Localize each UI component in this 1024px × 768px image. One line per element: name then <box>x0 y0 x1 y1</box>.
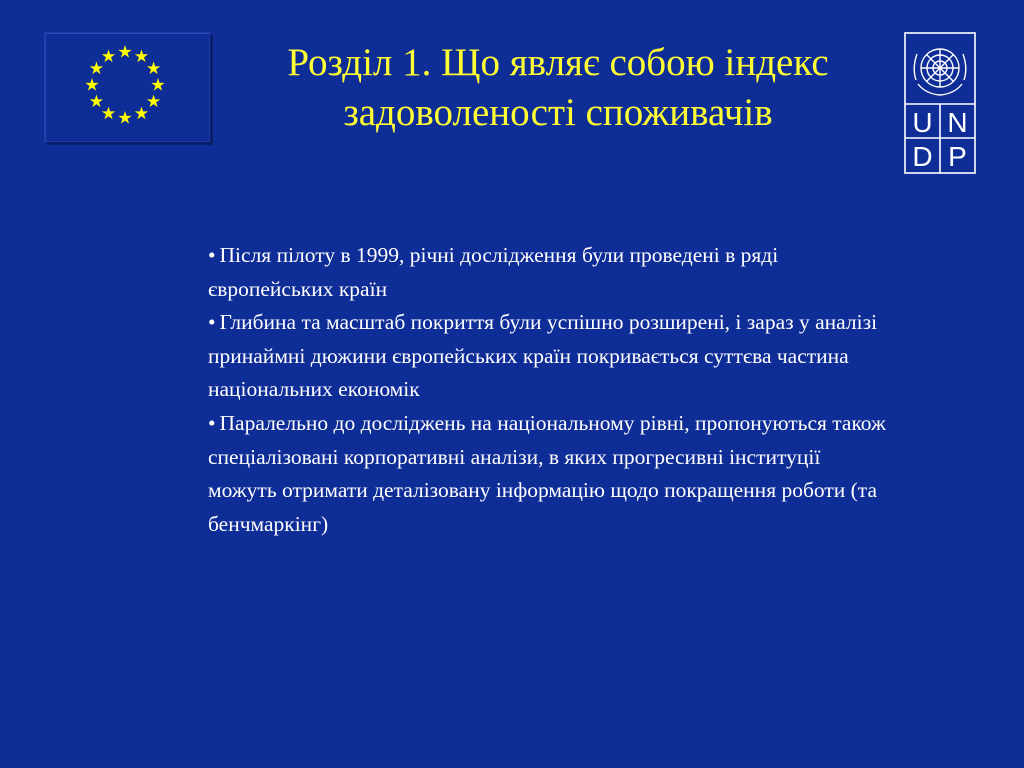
eu-star-icon <box>135 49 148 62</box>
list-item <box>208 407 888 541</box>
bullet-text: Паралельно до досліджень на національному рівні, пропонуються також спеціалізовані корпоративні аналізи, в яких прогресивні інституції можуть отримати деталізовану інформацію щодо покращення роботи (та бенчмаркінг) <box>208 410 886 536</box>
eu-star-icon <box>90 62 103 75</box>
bullet-text: Після пілоту в 1999, річні дослідження були проведені в ряді європейських країн <box>208 243 779 301</box>
eu-star-icon <box>102 49 115 62</box>
undp-letter-u: U <box>912 107 933 138</box>
undp-logo-icon <box>904 32 976 174</box>
eu-star-icon <box>147 62 160 75</box>
undp-logo <box>904 32 976 174</box>
eu-star-icon <box>85 78 98 91</box>
list-item <box>208 239 888 306</box>
eu-flag-icon <box>45 33 209 141</box>
bullet-icon: • <box>208 410 216 435</box>
eu-star-icon <box>135 107 148 120</box>
undp-letter-n: N <box>947 107 968 138</box>
bullet-icon: • <box>208 310 216 335</box>
bullet-text: Глибина та масштаб покриття були успішно розширені, і зараз у аналізі принаймні дюжини європейських країн покривається суттєва частина національних економік <box>208 310 878 402</box>
undp-letter-d: D <box>912 141 933 172</box>
eu-star-icon <box>118 111 131 124</box>
eu-star-icon <box>102 107 115 120</box>
page-title: Розділ 1. Що являє собою індекс задоволеності споживачів <box>287 41 829 134</box>
eu-star-icon <box>90 95 103 108</box>
list-item <box>208 306 888 407</box>
undp-letter-p: P <box>948 141 967 172</box>
un-emblem-icon <box>914 49 966 95</box>
eu-star-icon <box>151 78 164 91</box>
bullet-list <box>208 239 888 541</box>
bullet-icon: • <box>208 243 216 267</box>
eu-star-icon <box>147 95 160 108</box>
eu-star-icon <box>118 45 131 58</box>
eu-flag-logo <box>44 32 210 142</box>
